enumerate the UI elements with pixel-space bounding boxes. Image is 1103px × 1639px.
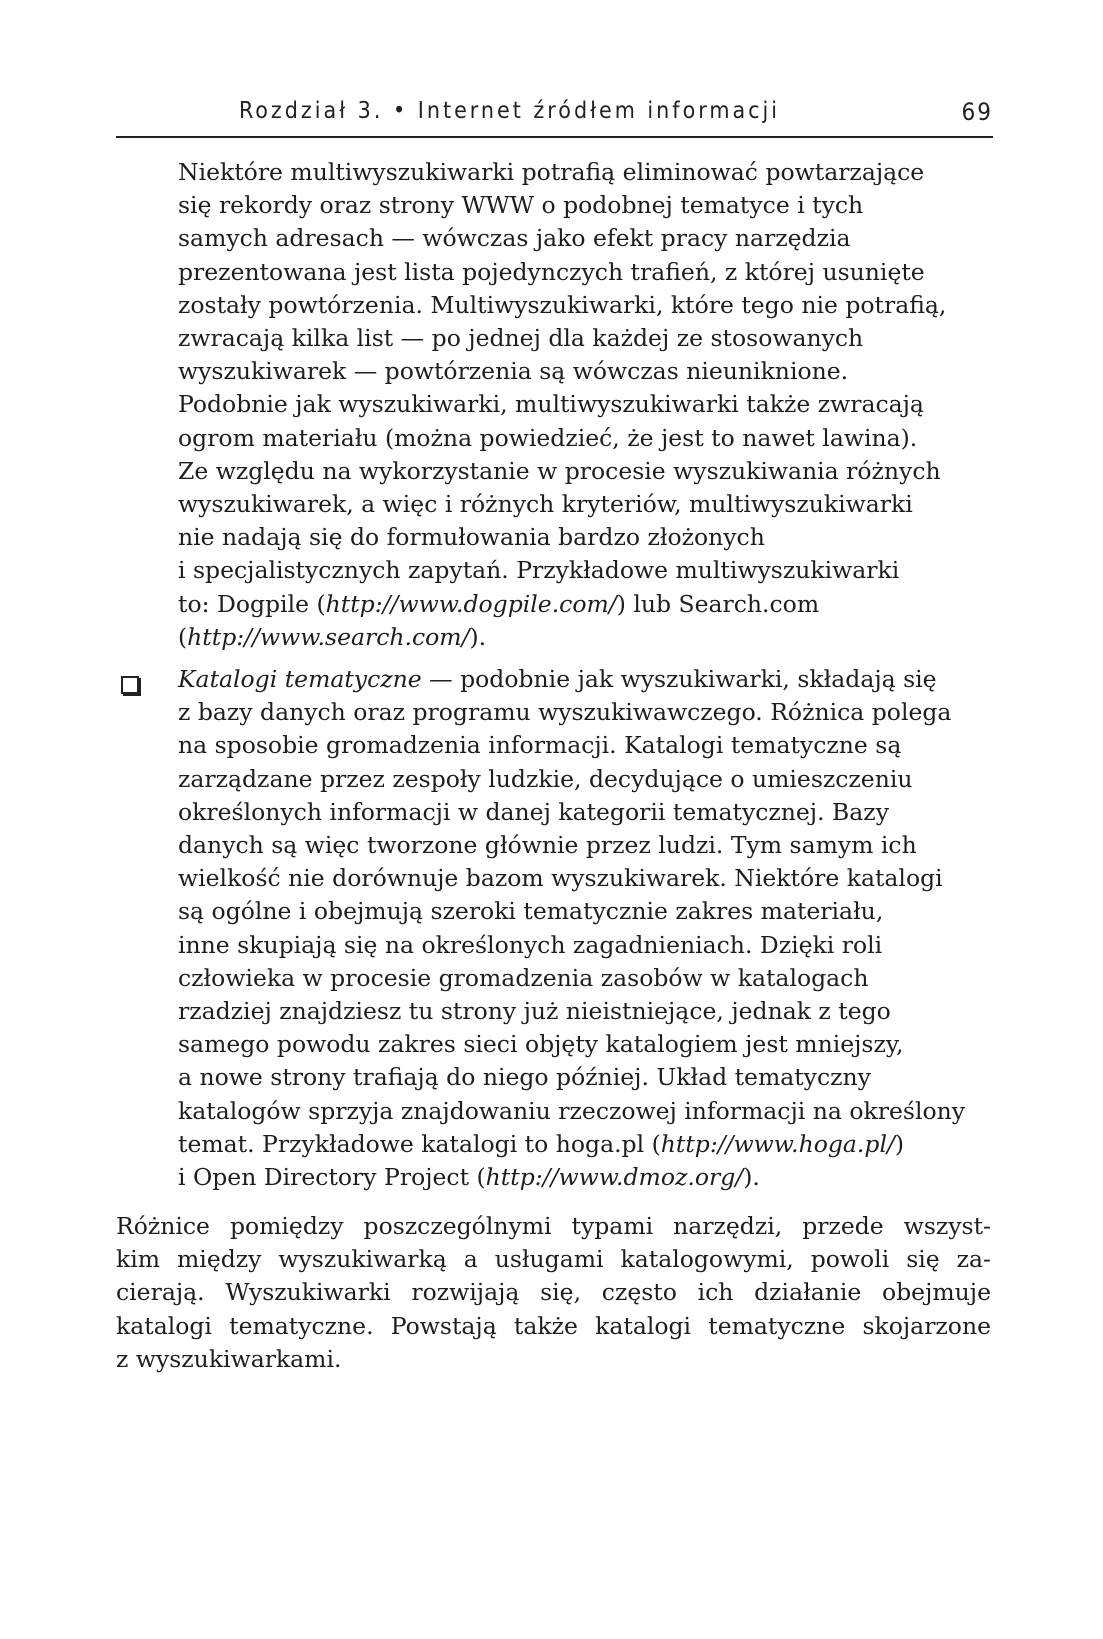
text-line: zostały powtórzenia. Multiwyszukiwarki, które tego nie potrafią, [178,290,947,319]
text-line: katalogi tematyczne. Powstają także katalogi tematyczne skojarzone [116,1311,991,1340]
text-line: ogrom materiału (można powiedzieć, że jest to nawet lawina). [178,423,918,452]
text-line: cierają. Wyszukiwarki rozwijają się, często ich działanie obejmuje [116,1278,991,1307]
text-line: się rekordy oraz strony WWW o podobnej tematyce i tych [178,191,864,220]
term-katalogi-tematyczne: Katalogi tematyczne [178,665,422,693]
page-header [116,92,993,138]
text-line: prezentowana jest lista pojedynczych trafień, z której usunięte [178,257,925,286]
text-line: wyszukiwarek, a więc i różnych kryteriów, multiwyszukiwarki [178,490,913,519]
text-line: a nowe strony trafiają do niego później. Układ tematyczny [178,1063,871,1092]
text-line: rzadziej znajdziesz tu strony już nieistniejące, jednak z tego [178,997,891,1026]
text-line: samego powodu zakres sieci objęty katalogiem jest mniejszy, [178,1030,904,1059]
url-dmoz: http://www.dmoz.org/ [485,1163,744,1192]
text-line: zwracają kilka list — po jednej dla każdej ze stosowanych [178,324,864,353]
paragraph-catalogs [178,663,965,1194]
text-line: są ogólne i obejmują szeroki tematycznie zakres materiału, [178,897,884,926]
paragraph-multisearch [178,156,946,654]
text-line: katalogów sprzyja znajdowaniu rzeczowej informacji na określony [178,1096,966,1125]
text-line: Katalogi tematyczne — podobnie jak wyszukiwarki, składają się [178,665,937,693]
text-line: Ze względu na wykorzystanie w procesie wyszukiwania różnych [178,456,941,485]
text-line: Niektóre multiwyszukiwarki potrafią eliminować powtarzające [178,158,925,186]
text-line: wyszukiwarek — powtórzenia są wówczas nieuniknione. [178,357,849,386]
text-line: kim między wyszukiwarką a usługami katalogowymi, powoli się za- [116,1245,991,1274]
text-line: wielkość nie dorównuje bazom wyszukiwarek. Niektóre katalogi [178,864,943,893]
url-dogpile: http://www.dogpile.com/ [325,589,617,618]
text-line: to: Dogpile (http://www.dogpile.com/) lub Search.com [178,589,820,618]
paragraph-differences [116,1210,991,1376]
text-line: na sposobie gromadzenia informacji. Katalogi tematyczne są [178,731,902,760]
url-hoga: http://www.hoga.pl/ [660,1129,895,1158]
text-line: człowieka w procesie gromadzenia zasobów w katalogach [178,963,869,992]
text-line: nie nadają się do formułowania bardzo złożonych [178,523,765,552]
text-line: i Open Directory Project (http://www.dmoz.org/). [178,1163,760,1192]
page-number: 69 [961,98,993,126]
text-line: temat. Przykładowe katalogi to hoga.pl (http://www.hoga.pl/) [178,1129,905,1158]
text-line: samych adresach — wówczas jako efekt pracy narzędzia [178,224,851,253]
text-line: inne skupiają się na określonych zagadnieniach. Dzięki roli [178,930,883,959]
running-head: Rozdział 3. • Internet źródłem informacji [238,98,781,124]
text-line: i specjalistycznych zapytań. Przykładowe multiwyszukiwarki [178,556,900,585]
text-line: danych są więc tworzone głównie przez ludzi. Tym samym ich [178,831,917,860]
text-line: Różnice pomiędzy poszczególnymi typami narzędzi, przede wszyst- [116,1212,991,1240]
text-line: (http://www.search.com/). [178,622,487,651]
text-line: z wyszukiwarkami. [116,1344,342,1373]
text-line: Podobnie jak wyszukiwarki, multiwyszukiwarki także zwracają [178,390,924,419]
url-search: http://www.search.com/ [187,622,470,651]
text-line: określonych informacji w danej kategorii tematycznej. Bazy [178,797,889,826]
text-line: zarządzane przez zespoły ludzkie, decydujące o umieszczeniu [178,764,913,793]
text-line: z bazy danych oraz programu wyszukiwawczego. Różnica polega [178,698,952,727]
checkbox-bullet-icon [121,676,139,694]
